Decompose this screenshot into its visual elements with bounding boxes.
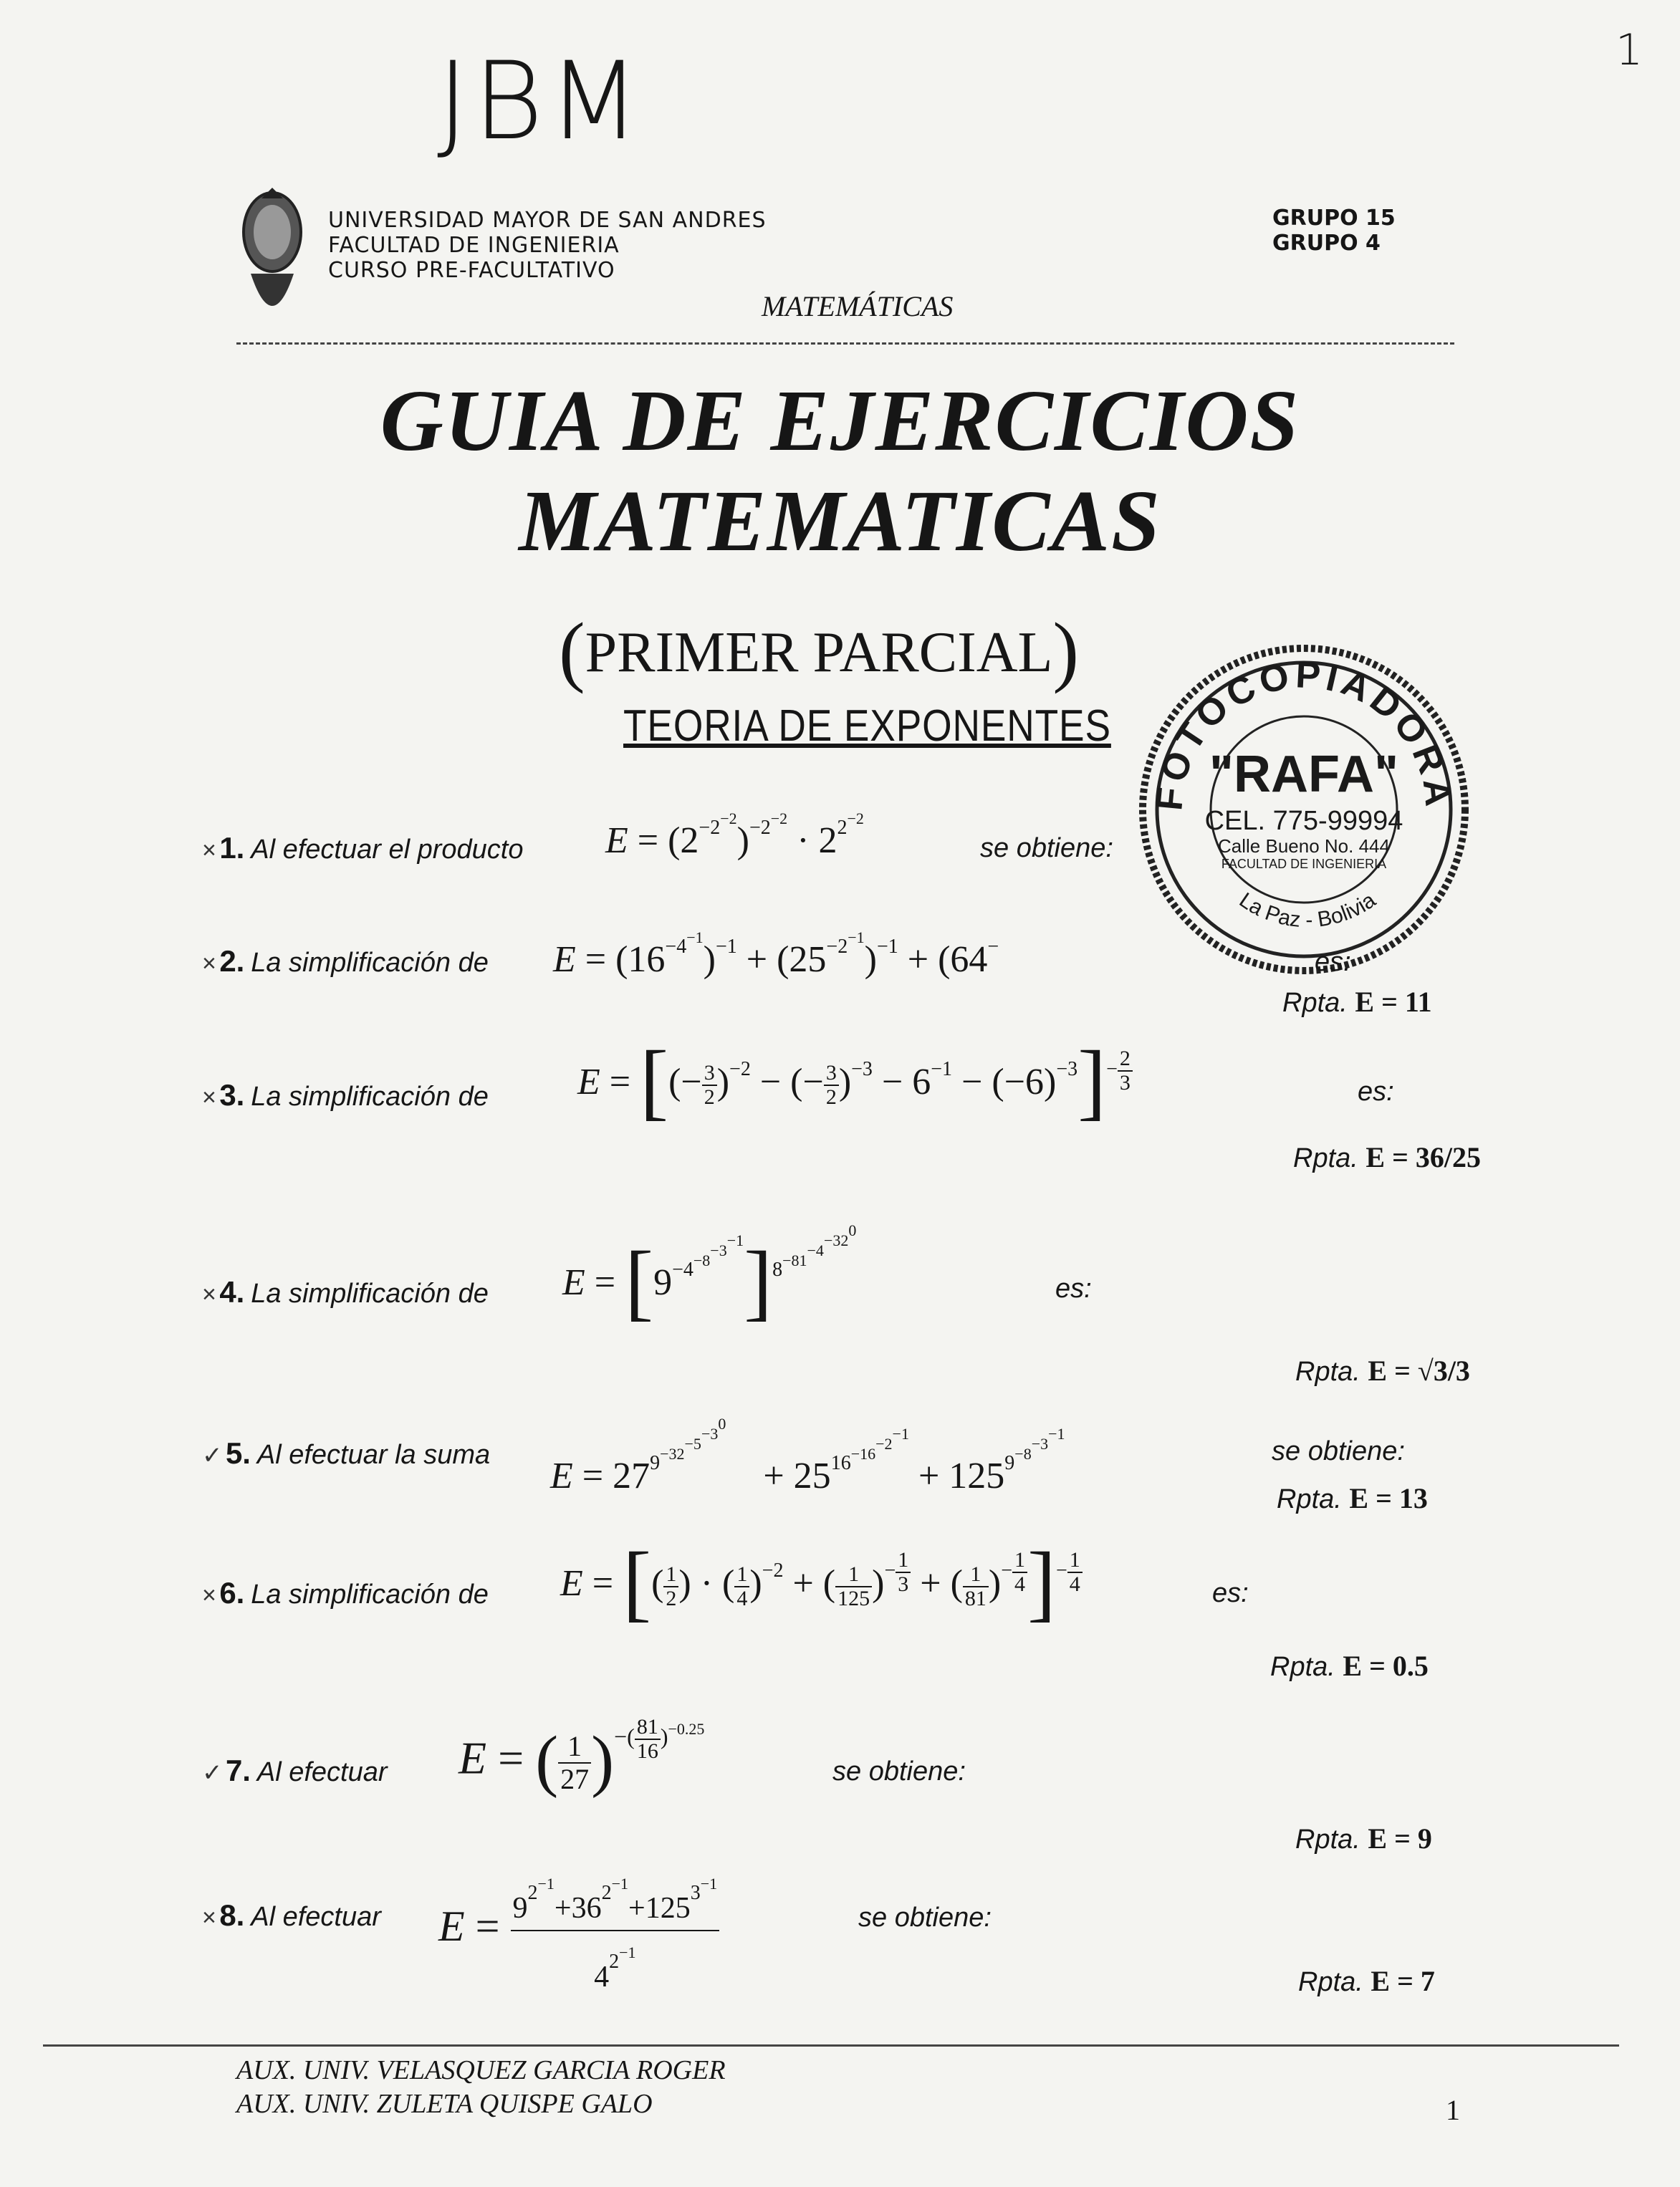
answer-label: Rpta. [1277,1484,1342,1514]
handwritten-initials: JBM [437,39,645,164]
stamp-phone: CEL. 775-99994 [1204,806,1403,836]
problem-7-answer [1295,1822,1432,1855]
answer-value: E = 7 [1371,1965,1435,1997]
problem-number: 3. [219,1078,245,1112]
problem-tail: es: [1055,1274,1092,1304]
answer-label: Rpta. [1295,1357,1360,1387]
problem-tail: es: [1315,947,1351,977]
group-label: GRUPO 15 [1272,206,1396,231]
check-mark: × [202,837,216,864]
page-mark: 1 [1616,25,1643,75]
problem-6-formula: E = [( $\frac{1}{2}$ ) · ( $\frac{1}{4}$ )$^{-2}$ + ( $\frac{1}{125}$ )$^{- \frac{1}{3}}$ + ( $\frac{1}{81}$ )$^{- \frac{1}{4}}$ ]$^{- \frac{1}{4}}$ [560,1533,1083,1632]
problem-2-formula: $E = (16^{-4^{-1}})^{-1} + (25^{-2^{-1}})^{-1} + (64^-$ [553,928,999,980]
answer-label: Rpta. [1295,1825,1360,1855]
answer-value: E = 9 [1368,1822,1432,1855]
problem-8 [202,1898,381,1933]
check-mark: × [202,1281,216,1308]
answer-label: Rpta. [1293,1143,1358,1173]
problem-statement: Al efectuar el producto [251,835,524,865]
check-mark: ✓ [202,1759,223,1787]
problem-2 [202,944,489,979]
institution-line: UNIVERSIDAD MAYOR DE SAN ANDRES [328,208,767,233]
check-mark: × [202,1904,216,1931]
problem-1-formula: $E = (2^{-2^{-2}})^{-2^{-2}} \cdot 2^{2^{-2}}$ [605,809,864,861]
stamp-top-text: FOTOCOPIADORA [1148,654,1460,813]
problem-statement: Al efectuar [256,1757,388,1787]
problem-statement: La simplificación de [251,1279,489,1309]
problem-tail: se obtiene: [832,1756,966,1787]
problem-4-formula: $E = [9^{-4^{-8^{-3^{-1}}}}]^{8^{-81^{-4^{-32^0}}}}$ [562,1221,857,1329]
institution-block [328,208,767,283]
problem-number: 8. [219,1898,245,1932]
stamp-address: Calle Bueno No. 444 [1218,835,1390,857]
author-line: AUX. UNIV. VELASQUEZ GARCIA ROGER [236,2055,726,2085]
problem-3-answer [1293,1140,1481,1174]
problem-8-formula: E = $\frac{9^{2^{-1}}+36^{2^{-1}}+125^{3^{-1}}}{4^{2^{-1}}}$ [438,1862,719,1999]
page-number: 1 [1446,2094,1460,2126]
answer-label: Rpta. [1270,1652,1335,1682]
check-mark: × [202,1084,216,1111]
problem-number: 5. [225,1436,251,1470]
answer-value: E = 36/25 [1365,1141,1481,1173]
problem-3-formula: E = [(− $\frac{3}{2}$ )$^{-2}$ − (− $\frac{3}{2}$ )$^{-3} - 6^{-1} - (-6)^{-3}]^{- \frac{2}{3}}$ [577,1032,1133,1130]
problem-statement: La simplificación de [251,948,489,978]
problem-2-answer [1282,985,1432,1019]
problem-5-answer [1277,1481,1428,1515]
answer-value: E = 11 [1355,986,1432,1018]
copy-shop-stamp [1132,638,1476,981]
problem-8-answer [1298,1964,1435,1998]
problem-6-answer [1270,1649,1429,1683]
problem-statement: Al efectuar la suma [256,1440,491,1470]
group-block [1272,206,1396,256]
footer-divider [43,2044,1619,2047]
institution-line: CURSO PRE-FACULTATIVO [328,258,615,283]
problem-1 [202,831,523,865]
problem-5 [202,1436,490,1471]
problem-tail: es: [1358,1077,1394,1107]
problem-number: 4. [219,1275,245,1309]
answer-value: E = 13 [1349,1482,1428,1514]
stamp-country: La Paz - Bolivia [1234,888,1381,933]
institution-line: FACULTAD DE INGENIERIA [328,233,620,258]
stamp-name: "RAFA" [1209,746,1399,803]
problem-3 [202,1078,489,1112]
problem-number: 1. [219,831,245,865]
problem-tail: es: [1212,1578,1249,1608]
problem-tail: se obtiene: [980,833,1113,863]
group-label: GRUPO 4 [1272,231,1381,256]
problem-number: 2. [219,944,245,978]
topic-heading: TEORIA DE EXPONENTES [623,701,1111,751]
problem-statement: La simplificación de [251,1580,489,1610]
problem-tail: se obtiene: [1272,1436,1405,1466]
problem-6 [202,1576,489,1610]
answer-label: Rpta. [1298,1967,1363,1997]
problem-tail: se obtiene: [858,1903,992,1933]
author-line: AUX. UNIV. ZULETA QUISPE GALO [236,2089,653,2119]
problem-4-answer [1295,1354,1470,1388]
answer-label: Rpta. [1282,988,1348,1018]
svg-text:La Paz - Bolivia [1235,888,1381,932]
stamp-place: FACULTAD DE INGENIERIA [1221,857,1387,871]
problem-number: 6. [219,1576,245,1610]
problem-7-formula: E = ( $\frac{1}{27}$ )$^{-( \frac{81}{16} )^{-0.25}}$ [459,1715,705,1799]
problem-statement: Al efectuar [251,1902,381,1932]
exam-title-text: PRIMER PARCIAL [585,621,1053,684]
subject-heading: MATEMÁTICAS [762,290,954,322]
header-divider [236,342,1454,345]
answer-value: E = 0.5 [1343,1650,1429,1682]
problem-4 [202,1275,489,1309]
check-mark: × [202,1582,216,1609]
problem-number: 7. [225,1754,251,1787]
problem-7 [202,1754,388,1788]
check-mark: × [202,950,216,977]
exam-title: (PRIMER PARCIAL) [559,607,1080,694]
problem-5-formula: $E = 27^{9^{-32^{-5^{-3^0}}}}$ + $25^{16^{-16^{-2^{-1}}}} + 125^{9^{-8^{-3^{-1}}}}$ [550,1415,1065,1496]
university-crest-icon [236,188,308,331]
problem-statement: La simplificación de [251,1082,489,1112]
document-title-line-1: GUIA DE EJERCICIOS [380,372,1300,469]
check-mark: ✓ [202,1442,223,1469]
answer-value: E = √3/3 [1368,1355,1470,1387]
document-title-line-2: MATEMATICAS [519,473,1161,569]
